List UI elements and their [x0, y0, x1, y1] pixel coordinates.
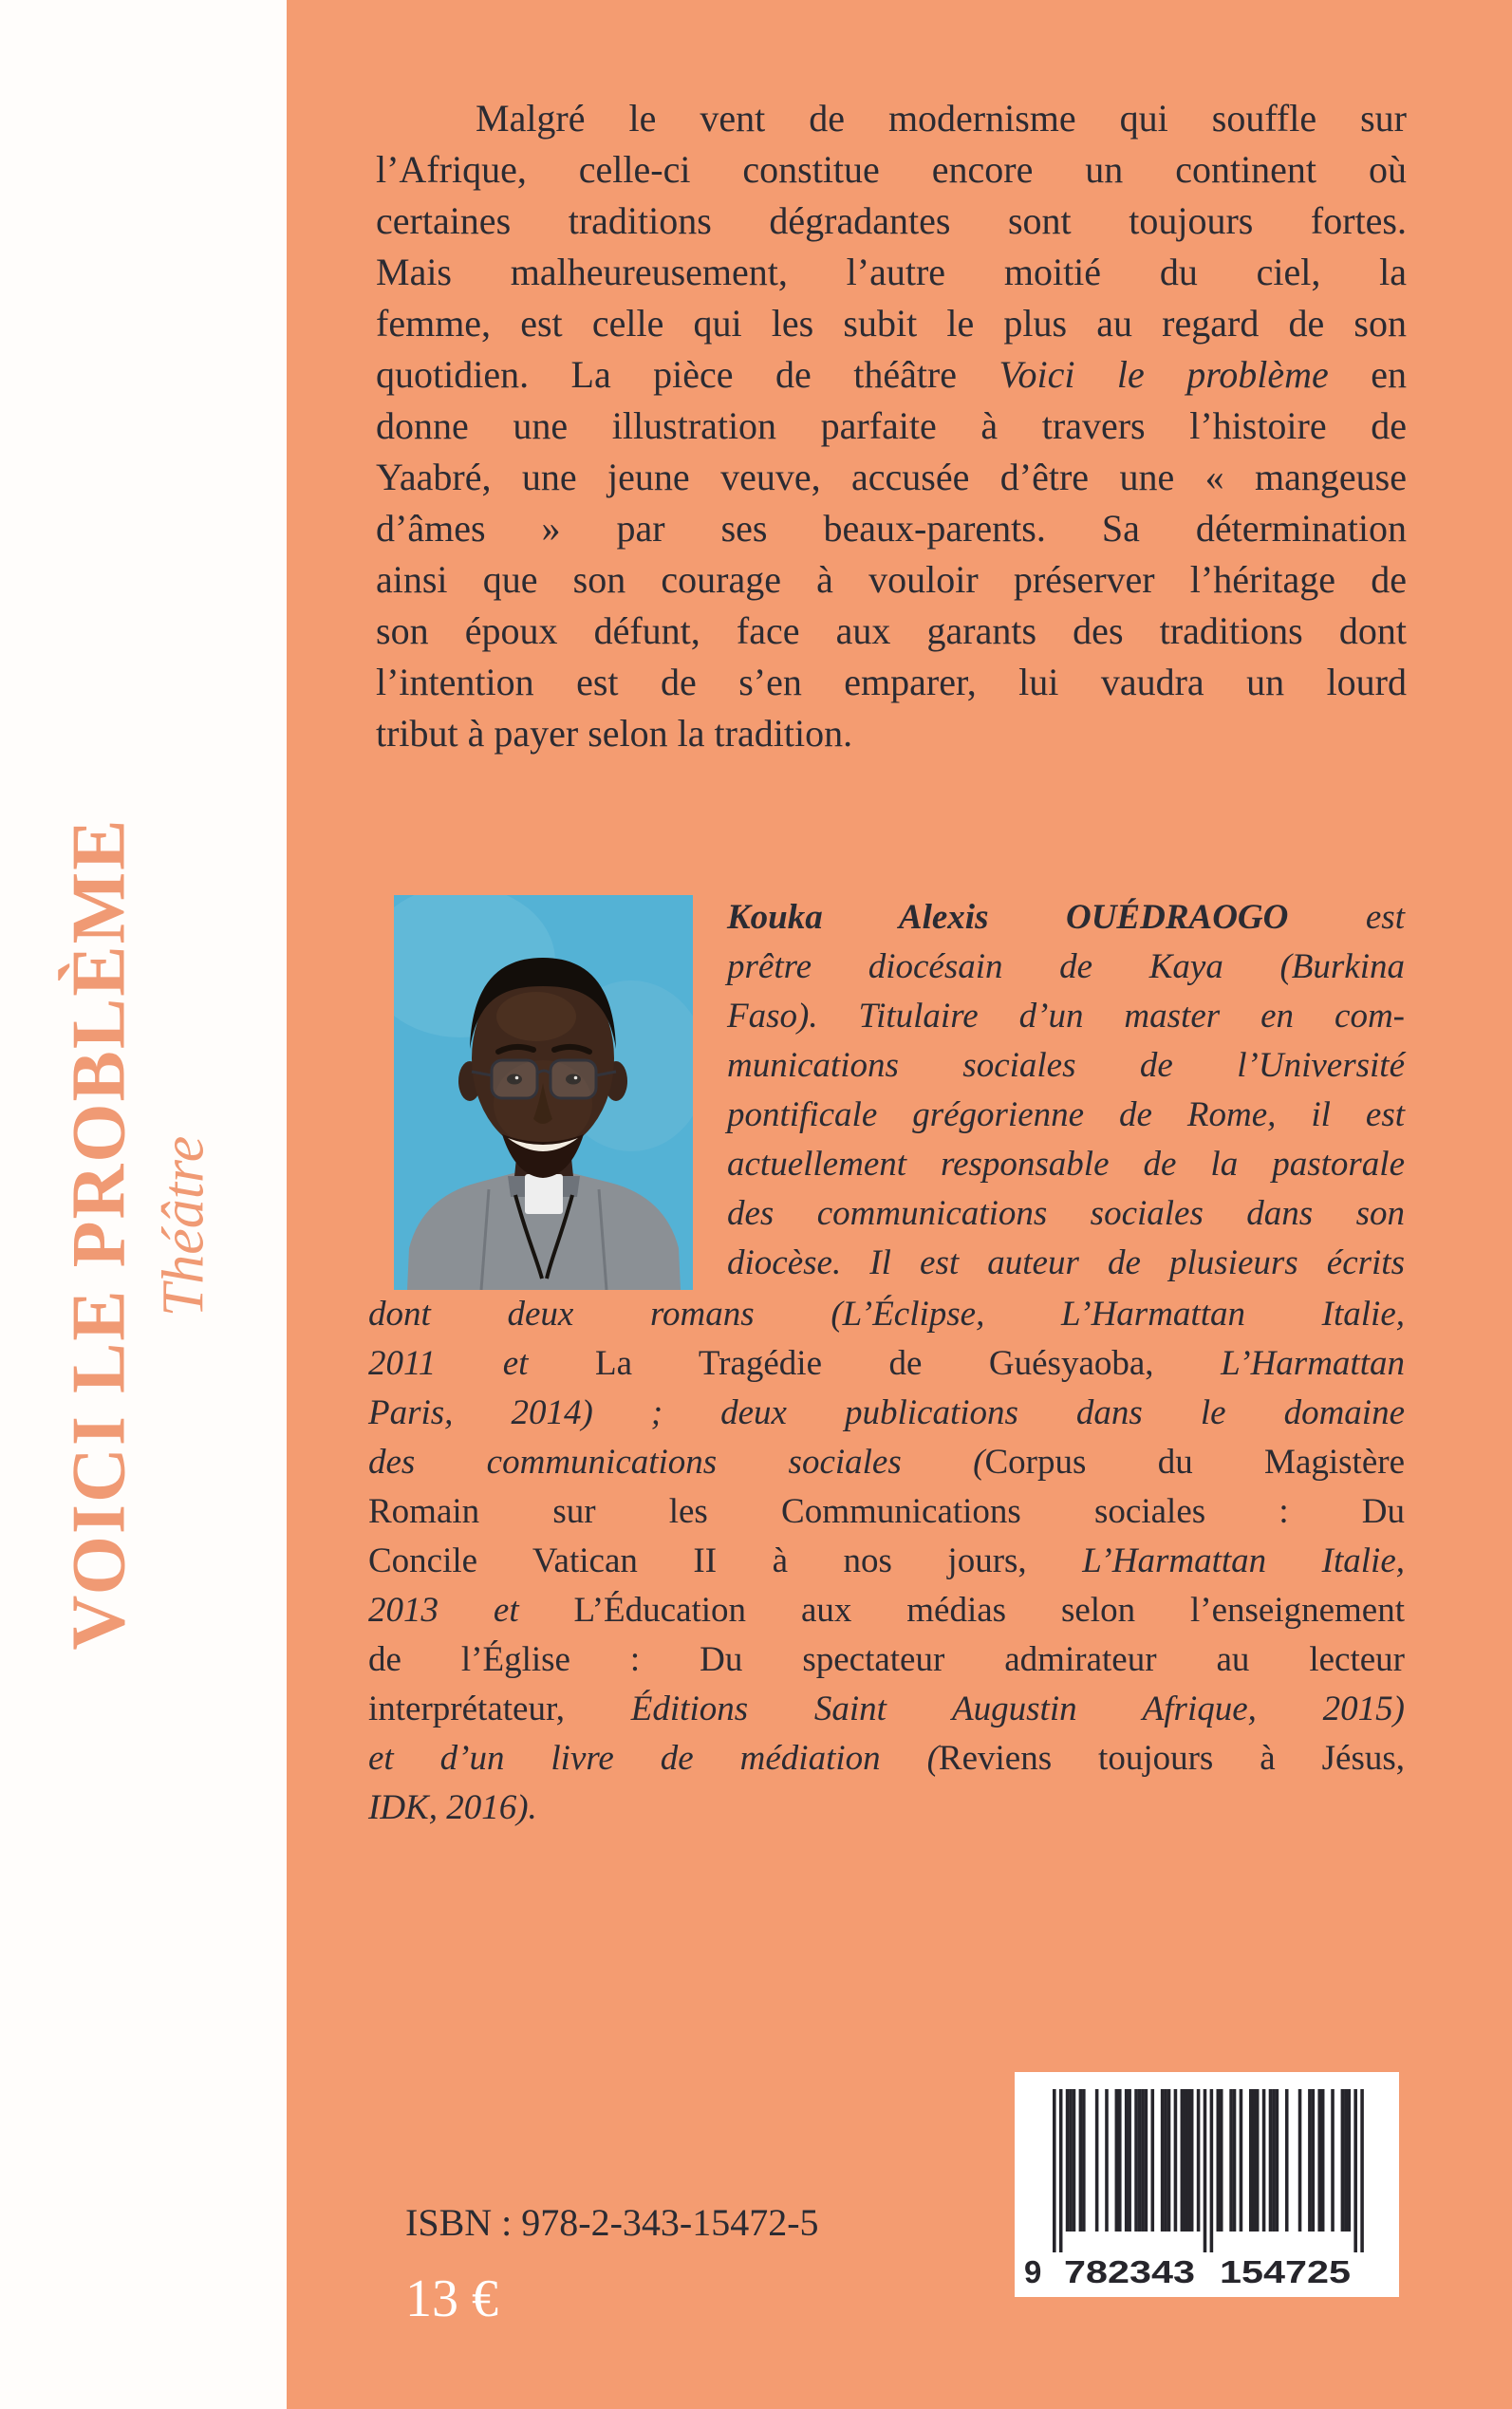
author-bio-full-width: [368, 1290, 1405, 1833]
synopsis-line-segment: femme, est celle qui les subit le plus au regard de son: [376, 302, 1407, 345]
ean13-barcode: [1015, 2072, 1399, 2297]
bio-line: [368, 1487, 1405, 1537]
synopsis-line: [376, 452, 1407, 503]
barcode-digits-group2: 154725: [1220, 2254, 1351, 2289]
synopsis-line-segment: tribut à payer selon la tradition.: [376, 712, 853, 755]
bio-line: [368, 1389, 1405, 1438]
synopsis-line-segment: son époux défunt, face aux garants des traditions dont: [376, 609, 1407, 652]
clerical-collar-tab: [525, 1174, 563, 1214]
bio-line-segment: Faso). Titulaire d’un master en com-: [727, 997, 1405, 1036]
bio-line-segment: IDK, 2016).: [368, 1788, 537, 1827]
bio-line-segment: Éditions Saint Augustin Afrique, 2015): [630, 1690, 1405, 1728]
genre-label-vertical: Théâtre: [151, 1135, 216, 1317]
synopsis-line-segment: Mais malheureusement, l’autre moitié du ciel, la: [376, 251, 1407, 293]
bio-line: [727, 1140, 1405, 1189]
bio-line: [368, 1586, 1405, 1635]
synopsis-line: [376, 401, 1407, 452]
isbn-text: ISBN : 978-2-343-15472-5: [405, 2201, 819, 2244]
synopsis-line: [376, 196, 1407, 247]
bio-line-segment: munications sociales de l’Université: [727, 1046, 1405, 1085]
bio-line-segment: prêtre diocésain de Kaya (Burkina: [727, 947, 1405, 986]
synopsis-line: [376, 657, 1407, 708]
bio-line-segment: Reviens toujours à Jésus,: [938, 1739, 1405, 1778]
synopsis-paragraph: [376, 93, 1407, 759]
synopsis-line-segment: en: [1328, 353, 1408, 396]
author-bio-beside-photo: [727, 893, 1405, 1288]
synopsis-line: [376, 247, 1407, 298]
bio-line: [727, 1091, 1405, 1140]
bio-line-segment: Kouka Alexis OUÉDRAOGO: [727, 898, 1289, 937]
bio-line-segment: 2011 et: [368, 1344, 595, 1383]
bio-line-segment: Romain sur les Communications sociales : Du: [368, 1492, 1405, 1531]
bio-line: [727, 893, 1405, 943]
bio-line-segment: des communications sociales dans son: [727, 1194, 1405, 1233]
synopsis-line: [376, 93, 1407, 144]
bio-line-segment: L’Harmattan Italie,: [1082, 1541, 1405, 1580]
bio-line-segment: pontificale grégorienne de Rome, il est: [727, 1095, 1405, 1134]
bio-line: [727, 992, 1405, 1041]
bio-line-segment: interprétateur,: [368, 1690, 631, 1728]
synopsis-line-segment: donne une illustration parfaite à travers l’histoire de: [376, 404, 1407, 447]
synopsis-line-segment: quotidien. La pièce de théâtre: [376, 353, 999, 396]
barcode-digit-prefix: 9: [1024, 2254, 1042, 2289]
bio-line: [368, 1339, 1405, 1389]
synopsis-line: [376, 606, 1407, 657]
synopsis-line: [376, 503, 1407, 554]
bio-line: [368, 1537, 1405, 1586]
bio-line-segment: de l’Église : Du spectateur admirateur au lecteur: [368, 1640, 1405, 1679]
bio-line-segment: La Tragédie de Guésyaoba,: [594, 1344, 1222, 1383]
bio-line-segment: L’Éducation aux médias selon l’enseignement: [573, 1591, 1406, 1630]
bio-line: [368, 1635, 1405, 1685]
bio-line-segment: dont deux romans (L’Éclipse, L’Harmattan Italie,: [368, 1295, 1405, 1334]
forehead-highlight: [496, 992, 576, 1041]
bio-line: [727, 1189, 1405, 1239]
author-photo: [394, 895, 693, 1290]
cover-panel: [287, 0, 1512, 2409]
synopsis-line-segment: Yaabré, une jeune veuve, accusée d’être une « mangeuse: [376, 456, 1407, 498]
bio-line-segment: et d’un livre de médiation (: [368, 1739, 939, 1778]
bio-line: [727, 1239, 1405, 1288]
bio-line-segment: Paris, 2014) ; deux publications dans le domaine: [368, 1393, 1405, 1432]
synopsis-line-segment: Voici le problème: [999, 353, 1329, 396]
bio-line-segment: est: [1288, 898, 1405, 937]
synopsis-line: [376, 554, 1407, 606]
spine-panel: [0, 0, 287, 2409]
bio-line: [368, 1734, 1405, 1783]
synopsis-line-segment: certaines traditions dégradantes sont toujours fortes.: [376, 199, 1407, 242]
bio-line: [368, 1290, 1405, 1339]
bio-line: [368, 1783, 1405, 1833]
synopsis-line-segment: Malgré le vent de modernisme qui souffle sur: [476, 97, 1407, 140]
synopsis-line-segment: l’Afrique, celle-ci constitue encore un continent où: [376, 148, 1407, 191]
barcode-bars-svg: [1015, 2072, 1399, 2297]
bio-line: [727, 943, 1405, 992]
synopsis-line: [376, 144, 1407, 196]
bio-line-segment: actuellement responsable de la pastorale: [727, 1145, 1405, 1184]
bio-line: [368, 1438, 1405, 1487]
synopsis-line: [376, 298, 1407, 349]
bio-line-segment: Concile Vatican II à nos jours,: [368, 1541, 1083, 1580]
synopsis-line-segment: ainsi que son courage à vouloir préserver l’héritage de: [376, 558, 1407, 601]
synopsis-line-segment: d’âmes » par ses beaux-parents. Sa détermination: [376, 507, 1407, 550]
bio-line: [727, 1041, 1405, 1091]
bio-line-segment: des communications sociales (: [368, 1443, 985, 1482]
bio-line-segment: Corpus du Magistère: [984, 1443, 1405, 1482]
synopsis-line: [376, 349, 1407, 401]
bio-line-segment: 2013 et: [368, 1591, 574, 1630]
bio-line: [368, 1685, 1405, 1734]
bio-line-segment: L’Harmattan: [1221, 1344, 1405, 1383]
book-title-vertical: VOICI LE PROBLÈME: [57, 817, 141, 1651]
barcode-bars: [1053, 2089, 1364, 2252]
synopsis-line: [376, 708, 1407, 759]
price-text: 13 €: [405, 2269, 498, 2328]
barcode-digits-group1: 782343: [1064, 2254, 1195, 2289]
synopsis-line-segment: l’intention est de s’en emparer, lui vaudra un lourd: [376, 661, 1407, 703]
bio-line-segment: diocèse. Il est auteur de plusieurs écrits: [727, 1243, 1405, 1282]
